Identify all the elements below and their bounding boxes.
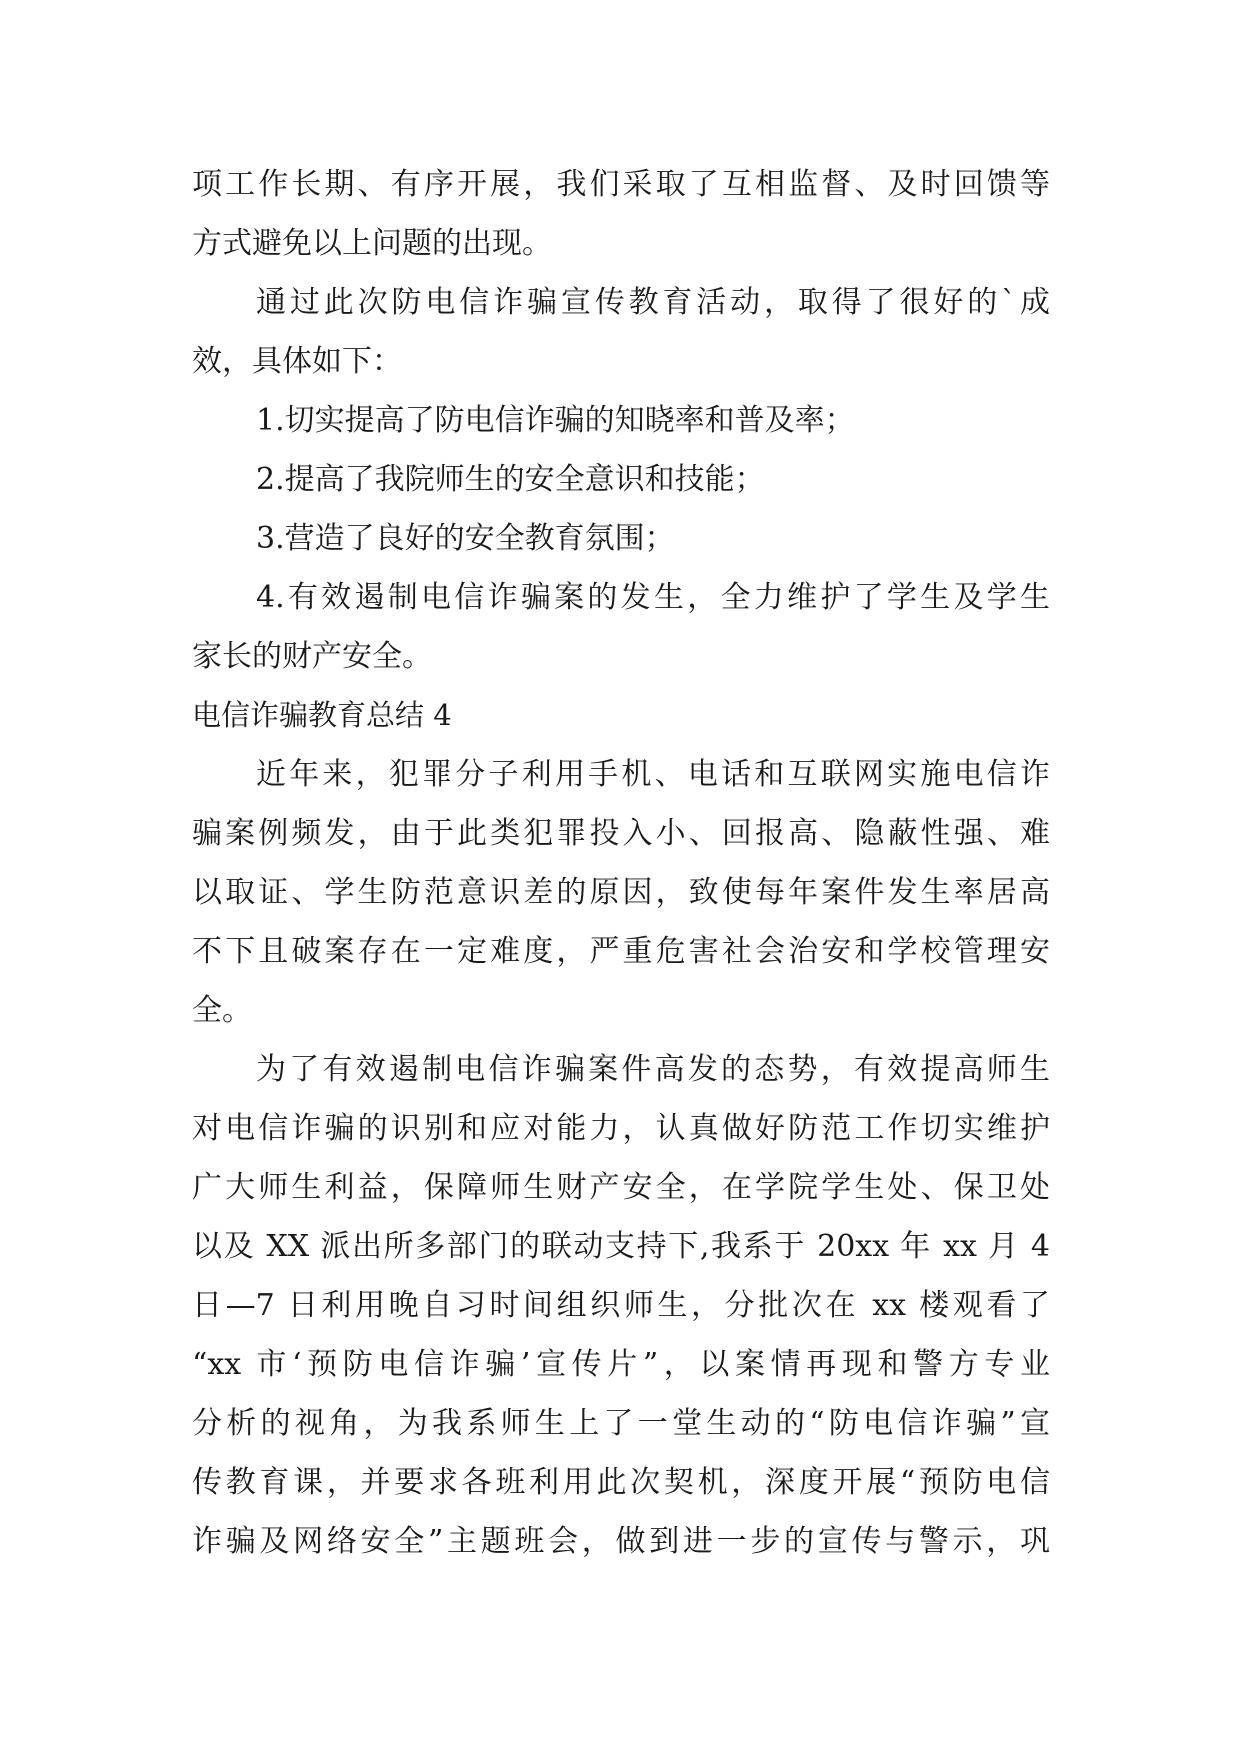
text-line: 骗案例频发，由于此类犯罪投入小、回报高、隐蔽性强、难 — [192, 816, 1050, 851]
paragraph — [192, 1040, 1050, 1571]
text-line: 3.营造了良好的安全教育氛围； — [256, 521, 675, 556]
text-line: 以及 XX 派出所多部门的联动支持下,我系于 20xx 年 xx 月 4 — [192, 1229, 1050, 1264]
paragraph — [192, 273, 1050, 391]
paragraph — [192, 568, 1050, 686]
text-line: 全。 — [192, 993, 252, 1028]
text-line: 不下且破案存在一定难度，严重危害社会治安和学校管理安 — [192, 934, 1050, 969]
text-line: 以取证、学生防范意识差的原因，致使每年案件发生率居高 — [192, 875, 1050, 910]
text-line: 效，具体如下： — [192, 344, 402, 379]
text-line: 通过此次防电信诈骗宣传教育活动，取得了很好的`成 — [256, 285, 1050, 320]
text-line: 方式避免以上问题的出现。 — [192, 226, 552, 261]
text-line: 2.提高了我院师生的安全意识和技能； — [256, 462, 765, 497]
text-line: 近年来，犯罪分子利用手机、电话和互联网实施电信诈 — [256, 757, 1050, 792]
section-heading — [192, 686, 1050, 745]
text-line: 家长的财产安全。 — [192, 639, 432, 674]
text-line: 项工作长期、有序开展，我们采取了互相监督、及时回馈等 — [192, 167, 1050, 202]
text-line: 分析的视角，为我系师生上了一堂生动的“防电信诈骗”宣 — [192, 1406, 1050, 1441]
text-line: 广大师生利益，保障师生财产安全，在学院学生处、保卫处 — [192, 1170, 1050, 1205]
text-line: 1.切实提高了防电信诈骗的知晓率和普及率； — [256, 403, 855, 438]
paragraph — [192, 391, 1050, 450]
text-line: 为了有效遏制电信诈骗案件高发的态势，有效提高师生 — [256, 1052, 1050, 1087]
paragraph — [192, 155, 1050, 273]
text-line: “xx 市‘预防电信诈骗’宣传片”，以案情再现和警方专业 — [192, 1347, 1050, 1382]
text-line: 诈骗及网络安全”主题班会，做到进一步的宣传与警示，巩 — [192, 1524, 1050, 1559]
heading-text-line: 电信诈骗教育总结 4 — [192, 698, 452, 732]
document-page — [192, 155, 1050, 1571]
paragraph — [192, 450, 1050, 509]
paragraph — [192, 745, 1050, 1040]
text-line: 对电信诈骗的识别和应对能力，认真做好防范工作切实维护 — [192, 1111, 1050, 1146]
text-line: 4.有效遏制电信诈骗案的发生，全力维护了学生及学生 — [256, 580, 1050, 615]
text-line: 日—7 日利用晚自习时间组织师生，分批次在 xx 楼观看了 — [192, 1288, 1050, 1323]
paragraph — [192, 509, 1050, 568]
text-line: 传教育课，并要求各班利用此次契机，深度开展“预防电信 — [192, 1465, 1050, 1500]
